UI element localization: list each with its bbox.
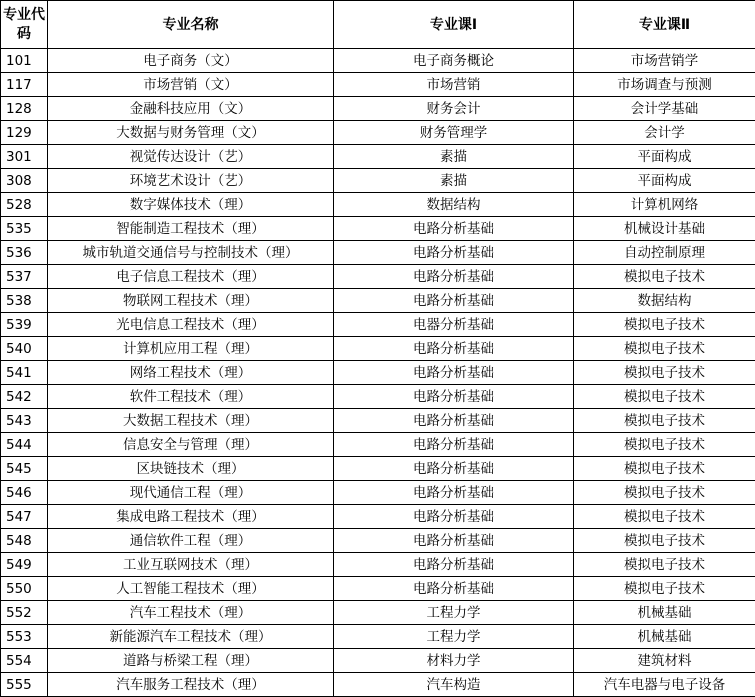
major-name-cell: 物联网工程技术（理） (48, 289, 334, 313)
major-code-cell: 129 (1, 121, 48, 145)
major-name-cell: 光电信息工程技术（理） (48, 313, 334, 337)
table-row (1, 97, 755, 121)
table-row (1, 121, 755, 145)
major-name-cell: 人工智能工程技术（理） (48, 577, 334, 601)
header-course-1: 专业课Ⅰ (334, 1, 574, 49)
course-1-cell: 材料力学 (334, 649, 574, 673)
course-2-cell: 市场调查与预测 (574, 73, 755, 97)
course-1-cell: 电路分析基础 (334, 289, 574, 313)
course-2-cell: 模拟电子技术 (574, 337, 755, 361)
course-1-cell: 电子商务概论 (334, 49, 574, 73)
course-1-cell: 电路分析基础 (334, 577, 574, 601)
table-row (1, 577, 755, 601)
major-code-cell: 549 (1, 553, 48, 577)
course-1-cell: 电路分析基础 (334, 433, 574, 457)
major-code-cell: 117 (1, 73, 48, 97)
major-name-cell: 大数据与财务管理（文） (48, 121, 334, 145)
course-1-cell: 电路分析基础 (334, 457, 574, 481)
course-1-cell: 数据结构 (334, 193, 574, 217)
table-row (1, 337, 755, 361)
table-row (1, 433, 755, 457)
major-code-cell: 553 (1, 625, 48, 649)
major-name-cell: 汽车工程技术（理） (48, 601, 334, 625)
course-2-cell: 模拟电子技术 (574, 385, 755, 409)
course-2-cell: 模拟电子技术 (574, 529, 755, 553)
major-name-cell: 电子商务（文） (48, 49, 334, 73)
table-row (1, 409, 755, 433)
course-2-cell: 数据结构 (574, 289, 755, 313)
major-name-cell: 智能制造工程技术（理） (48, 217, 334, 241)
course-1-cell: 电路分析基础 (334, 481, 574, 505)
course-1-cell: 电器分析基础 (334, 313, 574, 337)
course-1-cell: 电路分析基础 (334, 409, 574, 433)
table-body (1, 49, 755, 697)
course-2-cell: 模拟电子技术 (574, 505, 755, 529)
course-1-cell: 电路分析基础 (334, 241, 574, 265)
table-row (1, 265, 755, 289)
major-code-cell: 552 (1, 601, 48, 625)
header-major-name: 专业名称 (48, 1, 334, 49)
course-1-cell: 电路分析基础 (334, 505, 574, 529)
major-code-cell: 546 (1, 481, 48, 505)
course-1-cell: 电路分析基础 (334, 265, 574, 289)
table-row (1, 169, 755, 193)
major-name-cell: 道路与桥梁工程（理） (48, 649, 334, 673)
table-row (1, 625, 755, 649)
course-1-cell: 电路分析基础 (334, 337, 574, 361)
course-2-cell: 汽车电器与电子设备 (574, 673, 755, 697)
major-code-cell: 528 (1, 193, 48, 217)
table-row (1, 361, 755, 385)
major-name-cell: 集成电路工程技术（理） (48, 505, 334, 529)
table-row (1, 217, 755, 241)
major-name-cell: 汽车服务工程技术（理） (48, 673, 334, 697)
course-2-cell: 模拟电子技术 (574, 553, 755, 577)
major-code-cell: 545 (1, 457, 48, 481)
table-row (1, 457, 755, 481)
table-row (1, 529, 755, 553)
major-name-cell: 环境艺术设计（艺） (48, 169, 334, 193)
course-2-cell: 自动控制原理 (574, 241, 755, 265)
course-1-cell: 市场营销 (334, 73, 574, 97)
table-row (1, 193, 755, 217)
course-2-cell: 计算机网络 (574, 193, 755, 217)
table-row (1, 505, 755, 529)
table-row (1, 553, 755, 577)
course-2-cell: 模拟电子技术 (574, 577, 755, 601)
major-name-cell: 现代通信工程（理） (48, 481, 334, 505)
course-2-cell: 平面构成 (574, 145, 755, 169)
table-row (1, 145, 755, 169)
course-1-cell: 工程力学 (334, 601, 574, 625)
course-2-cell: 市场营销学 (574, 49, 755, 73)
major-code-cell: 541 (1, 361, 48, 385)
major-name-cell: 新能源汽车工程技术（理） (48, 625, 334, 649)
major-code-cell: 536 (1, 241, 48, 265)
course-1-cell: 财务会计 (334, 97, 574, 121)
major-code-cell: 128 (1, 97, 48, 121)
course-2-cell: 会计学 (574, 121, 755, 145)
course-2-cell: 模拟电子技术 (574, 265, 755, 289)
table-row (1, 73, 755, 97)
course-2-cell: 建筑材料 (574, 649, 755, 673)
major-code-cell: 539 (1, 313, 48, 337)
major-code-cell: 537 (1, 265, 48, 289)
course-1-cell: 汽车构造 (334, 673, 574, 697)
major-name-cell: 计算机应用工程（理） (48, 337, 334, 361)
course-2-cell: 机械设计基础 (574, 217, 755, 241)
table-header-row (1, 1, 755, 49)
course-2-cell: 模拟电子技术 (574, 481, 755, 505)
major-code-cell: 554 (1, 649, 48, 673)
major-code-cell: 301 (1, 145, 48, 169)
course-1-cell: 电路分析基础 (334, 529, 574, 553)
major-code-cell: 547 (1, 505, 48, 529)
course-1-cell: 财务管理学 (334, 121, 574, 145)
table-row (1, 313, 755, 337)
major-code-cell: 101 (1, 49, 48, 73)
major-code-cell: 542 (1, 385, 48, 409)
course-1-cell: 素描 (334, 145, 574, 169)
major-name-cell: 通信软件工程（理） (48, 529, 334, 553)
course-2-cell: 模拟电子技术 (574, 313, 755, 337)
major-name-cell: 工业互联网技术（理） (48, 553, 334, 577)
table-row (1, 601, 755, 625)
header-major-code: 专业代码 (1, 1, 48, 49)
course-1-cell: 电路分析基础 (334, 361, 574, 385)
table-row (1, 649, 755, 673)
course-1-cell: 电路分析基础 (334, 385, 574, 409)
course-2-cell: 模拟电子技术 (574, 409, 755, 433)
major-code-cell: 550 (1, 577, 48, 601)
major-code-cell: 543 (1, 409, 48, 433)
header-course-2: 专业课Ⅱ (574, 1, 755, 49)
major-code-cell: 535 (1, 217, 48, 241)
major-code-cell: 544 (1, 433, 48, 457)
table-row (1, 673, 755, 697)
major-code-cell: 555 (1, 673, 48, 697)
major-code-cell: 548 (1, 529, 48, 553)
major-name-cell: 视觉传达设计（艺） (48, 145, 334, 169)
course-2-cell: 机械基础 (574, 625, 755, 649)
table-row (1, 481, 755, 505)
course-1-cell: 素描 (334, 169, 574, 193)
course-2-cell: 机械基础 (574, 601, 755, 625)
course-2-cell: 模拟电子技术 (574, 433, 755, 457)
major-name-cell: 软件工程技术（理） (48, 385, 334, 409)
table-row (1, 49, 755, 73)
major-name-cell: 金融科技应用（文） (48, 97, 334, 121)
course-1-cell: 电路分析基础 (334, 553, 574, 577)
major-code-cell: 538 (1, 289, 48, 313)
major-name-cell: 大数据工程技术（理） (48, 409, 334, 433)
course-2-cell: 模拟电子技术 (574, 457, 755, 481)
table-row (1, 241, 755, 265)
course-2-cell: 模拟电子技术 (574, 361, 755, 385)
course-1-cell: 工程力学 (334, 625, 574, 649)
course-1-cell: 电路分析基础 (334, 217, 574, 241)
major-code-cell: 308 (1, 169, 48, 193)
table-row (1, 385, 755, 409)
course-2-cell: 平面构成 (574, 169, 755, 193)
major-name-cell: 城市轨道交通信号与控制技术（理） (48, 241, 334, 265)
course-2-cell: 会计学基础 (574, 97, 755, 121)
major-name-cell: 市场营销（文） (48, 73, 334, 97)
major-name-cell: 区块链技术（理） (48, 457, 334, 481)
major-code-cell: 540 (1, 337, 48, 361)
major-name-cell: 电子信息工程技术（理） (48, 265, 334, 289)
major-name-cell: 网络工程技术（理） (48, 361, 334, 385)
major-name-cell: 数字媒体技术（理） (48, 193, 334, 217)
major-name-cell: 信息安全与管理（理） (48, 433, 334, 457)
table-row (1, 289, 755, 313)
